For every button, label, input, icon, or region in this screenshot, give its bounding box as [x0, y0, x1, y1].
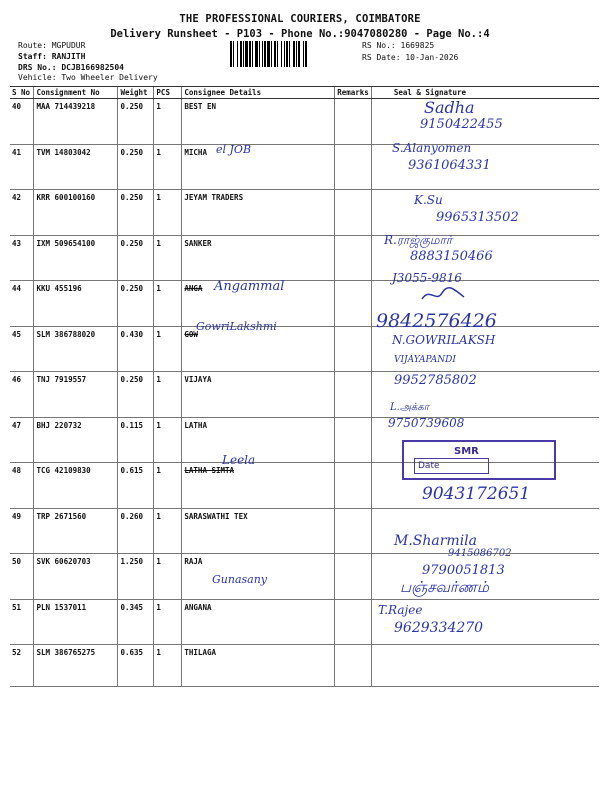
- rs-date: RS Date: 10-Jan-2026: [362, 53, 459, 62]
- cell-pcs: 1: [154, 508, 182, 554]
- cell-consignee: RAJA: [182, 554, 335, 600]
- signature-r40-name: Sadha: [424, 98, 475, 117]
- cell-consignee: JEYAM TRADERS: [182, 190, 335, 236]
- cell-weight: 0.250: [118, 144, 154, 190]
- document-title: THE PROFESSIONAL COURIERS, COIMBATORE: [179, 13, 421, 25]
- cell-consignee: BEST EN: [182, 99, 335, 145]
- signature-r52-phone: 9629334270: [394, 620, 484, 636]
- signature-r47-name: L.அக்கா: [390, 402, 429, 413]
- signature-r41-phone: 9361064331: [408, 158, 491, 173]
- consignee-r45-handwritten: GowriLakshmi: [196, 320, 277, 333]
- document-subtitle: Delivery Runsheet - P103 - Phone No.:9047080280 - Page No.:4: [110, 28, 490, 40]
- cell-pcs: 1: [154, 99, 182, 145]
- cell-sno: 47: [10, 417, 34, 463]
- cell-pcs: 1: [154, 417, 182, 463]
- cell-remarks: [335, 372, 372, 418]
- col-header-consignment: Consignment No: [34, 87, 118, 99]
- cell-remarks: [335, 645, 372, 687]
- consignee-r41-handwritten: el JOB: [216, 143, 252, 156]
- col-header-sno: S No: [10, 87, 34, 99]
- cell-pcs: 1: [154, 281, 182, 327]
- cell-remarks: [335, 326, 372, 372]
- cell-weight: 0.635: [118, 645, 154, 687]
- cell-consignee: GOW: [182, 326, 335, 372]
- table-row: [10, 372, 599, 418]
- cell-consignee: LATHA SIMTA: [182, 463, 335, 509]
- route-label: Route: MGPUDUR: [18, 41, 86, 50]
- rs-number: RS No.: 1669825: [362, 41, 435, 50]
- cell-pcs: 1: [154, 235, 182, 281]
- consignee-r48-handwritten: Leela: [222, 453, 256, 467]
- signature-r42-phone: 9965313502: [436, 210, 519, 225]
- vehicle-label: Vehicle: Two Wheeler Delivery: [18, 73, 158, 82]
- cell-weight: 0.250: [118, 235, 154, 281]
- cell-sno: 50: [10, 554, 34, 600]
- cell-remarks: [335, 99, 372, 145]
- table-row: [10, 326, 599, 372]
- signature-r50-name: M.Sharmila: [394, 533, 478, 549]
- cell-sno: 52: [10, 645, 34, 687]
- cell-consignment: TVM 14803042: [34, 144, 118, 190]
- stamp-date-box: Date: [414, 458, 489, 474]
- signature-r49-phone: 9043172651: [422, 484, 531, 504]
- cell-weight: 0.615: [118, 463, 154, 509]
- cell-consignee: ANGA: [182, 281, 335, 327]
- barcode-bar: [307, 41, 308, 67]
- barcode-image: [230, 41, 358, 67]
- table-row: [10, 281, 599, 327]
- cell-pcs: 1: [154, 326, 182, 372]
- cell-sno: 41: [10, 144, 34, 190]
- drs-number: DRS No.: DCJB166982504: [18, 63, 124, 72]
- cell-sno: 42: [10, 190, 34, 236]
- cell-consignment: PLN 1537011: [34, 599, 118, 645]
- cell-consignment: TCG 42109830: [34, 463, 118, 509]
- cell-consignee: SANKER: [182, 235, 335, 281]
- table-header-row: [10, 87, 599, 99]
- cell-consignment: MAA 714439218: [34, 99, 118, 145]
- signature-r40-phone: 9150422455: [420, 117, 503, 132]
- cell-sno: 43: [10, 235, 34, 281]
- col-header-remarks: Remarks: [335, 87, 372, 99]
- col-header-pcs: PCS: [154, 87, 182, 99]
- cell-consignee: SARASWATHI TEX: [182, 508, 335, 554]
- col-header-consignee: Consignee Details: [182, 87, 335, 99]
- cell-consignee: THILAGA: [182, 645, 335, 687]
- cell-pcs: 1: [154, 372, 182, 418]
- cell-weight: 1.250: [118, 554, 154, 600]
- signature-r44-scribble: [418, 285, 468, 305]
- signature-r46-phone: 9952785802: [394, 373, 477, 388]
- signature-r46-name: VIJAYAPANDI: [394, 355, 456, 365]
- cell-consignment: TNJ 7919557: [34, 372, 118, 418]
- consignee-r51-handwritten: Gunasany: [212, 573, 268, 586]
- cell-consignee: MICHA: [182, 144, 335, 190]
- cell-remarks: [335, 508, 372, 554]
- cell-weight: 0.250: [118, 99, 154, 145]
- cell-weight: 0.250: [118, 190, 154, 236]
- cell-consignee: ANGANA: [182, 599, 335, 645]
- cell-remarks: [335, 235, 372, 281]
- table-row: [10, 235, 599, 281]
- cell-consignment: KRR 600100160: [34, 190, 118, 236]
- table-row: [10, 99, 599, 145]
- cell-remarks: [335, 554, 372, 600]
- cell-pcs: 1: [154, 645, 182, 687]
- cell-consignment: KKU 455196: [34, 281, 118, 327]
- delivery-stamp: [402, 440, 556, 480]
- cell-remarks: [335, 599, 372, 645]
- cell-consignment: SVK 60620703: [34, 554, 118, 600]
- signature-r45-name: N.GOWRILAKSH: [392, 333, 496, 347]
- cell-pcs: 1: [154, 554, 182, 600]
- cell-signature: [371, 645, 599, 687]
- cell-consignment: IXM 509654100: [34, 235, 118, 281]
- table-row: [10, 554, 599, 600]
- cell-weight: 0.430: [118, 326, 154, 372]
- col-header-signature: Seal & Signature: [371, 87, 599, 99]
- cell-pcs: 1: [154, 144, 182, 190]
- cell-sno: 45: [10, 326, 34, 372]
- cell-pcs: 1: [154, 190, 182, 236]
- stamp-label: SMR: [454, 446, 479, 457]
- signature-r50-phone: 9415086702: [448, 548, 512, 559]
- table-row: [10, 144, 599, 190]
- cell-remarks: [335, 144, 372, 190]
- signature-r51-name: பஞ்சவர்ணம்: [400, 578, 489, 596]
- cell-sno: 46: [10, 372, 34, 418]
- cell-pcs: 1: [154, 599, 182, 645]
- signature-r45-phone: 9842576426: [376, 310, 497, 332]
- cell-sno: 51: [10, 599, 34, 645]
- cell-weight: 0.115: [118, 417, 154, 463]
- cell-consignee: VIJAYA: [182, 372, 335, 418]
- cell-sno: 48: [10, 463, 34, 509]
- cell-weight: 0.260: [118, 508, 154, 554]
- signature-r51-phone: 9790051813: [422, 563, 505, 578]
- signature-r47-phone: 9750739608: [388, 416, 465, 430]
- cell-sno: 44: [10, 281, 34, 327]
- runsheet-table: [10, 86, 599, 687]
- table-row: [10, 508, 599, 554]
- cell-remarks: [335, 190, 372, 236]
- col-header-weight: Weight: [118, 87, 154, 99]
- cell-consignment: BHJ 220732: [34, 417, 118, 463]
- cell-weight: 0.250: [118, 372, 154, 418]
- cell-sno: 40: [10, 99, 34, 145]
- signature-r42-name: K.Su: [414, 193, 443, 207]
- signature-r41-name: S.Alanyomen: [392, 141, 472, 155]
- signature-r52-name: T.Rajee: [378, 603, 423, 617]
- cell-weight: 0.345: [118, 599, 154, 645]
- cell-remarks: [335, 463, 372, 509]
- signature-r43-name: R.ராஜ்குமார்: [384, 233, 453, 247]
- cell-consignment: TRP 2671560: [34, 508, 118, 554]
- cell-pcs: 1: [154, 463, 182, 509]
- table-row: [10, 599, 599, 645]
- cell-weight: 0.250: [118, 281, 154, 327]
- consignee-r44-handwritten: Angammal: [214, 279, 285, 294]
- signature-r44-note: J3055-9816: [392, 271, 462, 285]
- cell-consignment: SLM 386788020: [34, 326, 118, 372]
- cell-remarks: [335, 281, 372, 327]
- table-row: [10, 645, 599, 687]
- staff-label: Staff: RANJITH: [18, 52, 86, 61]
- signature-r43-phone: 8883150466: [410, 249, 493, 264]
- cell-sno: 49: [10, 508, 34, 554]
- cell-consignment: SLM 386765275: [34, 645, 118, 687]
- cell-remarks: [335, 417, 372, 463]
- cell-consignee: LATHA: [182, 417, 335, 463]
